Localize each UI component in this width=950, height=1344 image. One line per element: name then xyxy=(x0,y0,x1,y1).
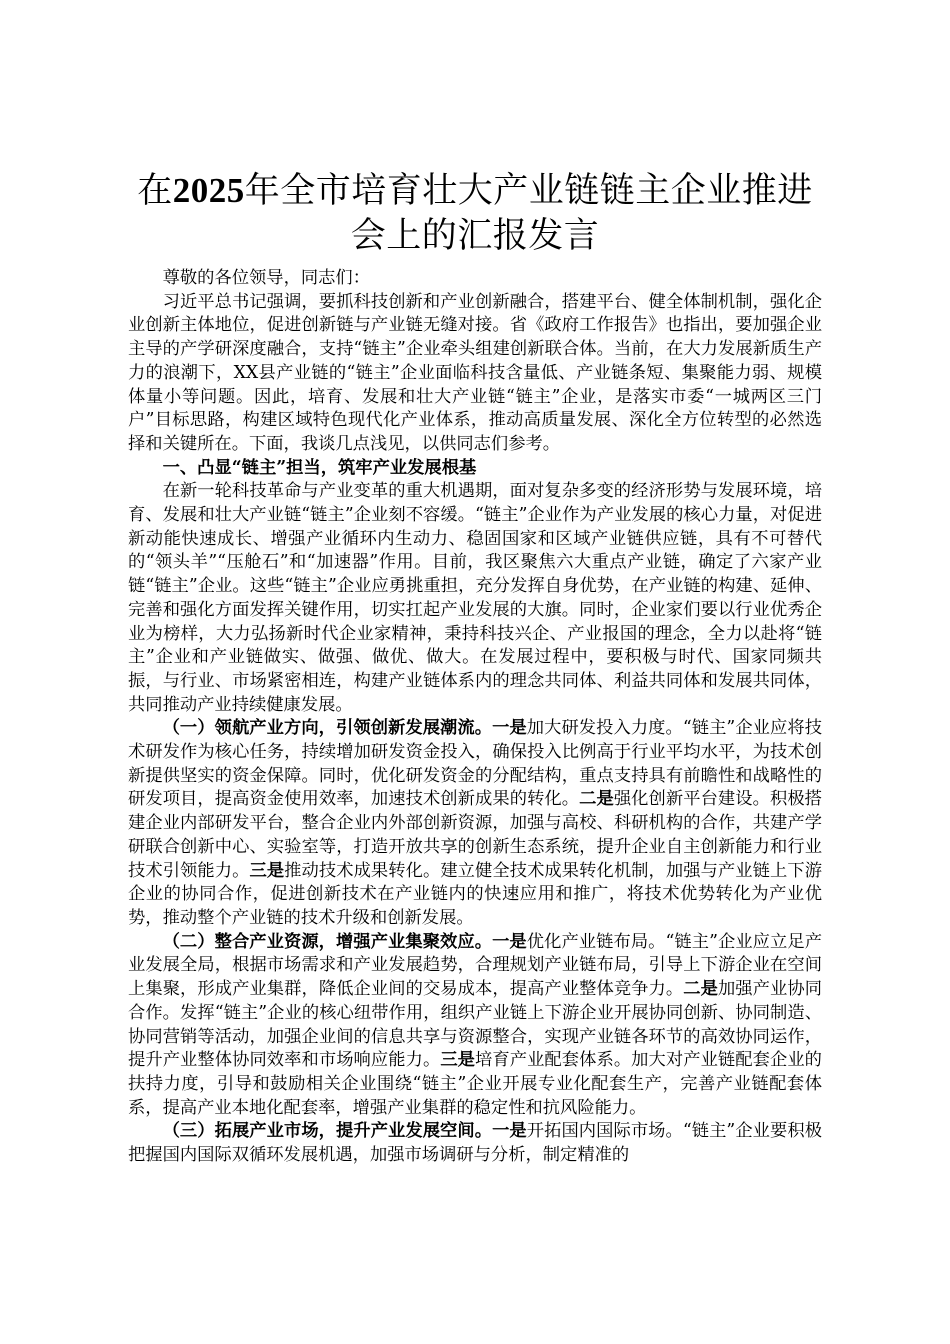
subsection1-point2-key: 二是 xyxy=(579,789,614,810)
subsection2-point3-text: 培育产业配套体系。加大对产业链配套企业的扶持力度，引导和鼓励相关企业围绕“链主”企业开展专业化配套生产，完善产业链配套体系，提高产业本地化配套率，增强产业集群的稳定性和抗风险能力。 xyxy=(128,1050,822,1118)
subsection1-point1-text: 加大研发投入力度。“链主”企业应将技术研发作为核心任务，持续增加研发资金投入，确保投入比例高于行业平均水平，为技术创新提供坚实的资金保障。同时，优化研发资金的分配结构，重点支持具有前瞻性和战略性的研发项目，提高资金使用效率，加速技术创新成果的转化。 xyxy=(128,718,822,810)
subsection2-point1-key: 一是 xyxy=(492,931,527,952)
title-line1-suffix: 年全市培育壮大产业链链主企业推进 xyxy=(244,171,813,211)
title-prefix: 在 xyxy=(137,171,173,211)
subsection1-point1-key: 一是 xyxy=(492,718,527,739)
document-title xyxy=(128,168,822,259)
subsection1-point3-key: 三是 xyxy=(249,860,285,881)
subsection2-paragraph xyxy=(128,931,822,1121)
subsection3-point1-text: 开拓国内国际市场。“链主”企业要积极把握国内国际双循环发展机遇，加强市场调研与分析，制定精准的 xyxy=(128,1121,822,1166)
subsection3-lead: （三）拓展产业市场，提升产业发展空间。 xyxy=(162,1121,493,1142)
subsection1-lead: （一）领航产业方向，引领创新发展潮流。 xyxy=(162,718,493,739)
subsection1-point3-text: 推动技术成果转化。建立健全技术成果转化机制，加强与产业链上下游企业的协同合作，促进创新技术在产业链内的快速应用和推广，将技术优势转化为产业优势，推动整个产业链的技术升级和创新发展。 xyxy=(128,860,822,928)
subsection1-paragraph xyxy=(128,717,822,930)
subsection2-point2-text: 加强产业协同合作。发挥“链主”企业的核心纽带作用，组织产业链上下游企业开展协同创新、协同制造、协同营销等活动，加强企业间的信息共享与资源整合，实现产业链各环节的高效协同运作，提升产业整体协同效率和市场响应能力。 xyxy=(128,979,822,1071)
intro-paragraph: 习近平总书记强调，要抓科技创新和产业创新融合，搭建平台、健全体制机制，强化企业创新主体地位，促进创新链与产业链无缝对接。省《政府工作报告》也指出，要加强企业主导的产学研深度融合，支持“链主”企业牵头组建创新联合体。当前，在大力发展新质生产力的浪潮下，XX县产业链的“链主”企业面临科技含量低、产业链条短、集聚能力弱、规模体量小等问题。因此，培育、发展和壮大产业链“链主”企业，是落实市委“一城两区三门户”目标思路，构建区域特色现代化产业体系，推动高质量发展、深化全方位转型的必然选择和关键所在。下面，我谈几点浅见，以供同志们参考。 xyxy=(128,291,822,454)
subsection2-point1-text: 优化产业链布局。“链主”企业应立足产业发展全局，根据市场需求和产业发展趋势，合理规划产业链布局，引导上下游企业在空间上集聚，形成产业集群，降低企业间的交易成本，提高产业整体竞争力。 xyxy=(128,931,822,1000)
salutation: 尊敬的各位领导，同志们： xyxy=(162,268,370,288)
section1-paragraph: 在新一轮科技革命与产业变革的重大机遇期，面对复杂多变的经济形势与发展环境，培育、发展和壮大产业链“链主”企业刻不容缓。“链主”企业作为产业发展的核心力量，对促进新动能快速成长、增强产业循环内生动力、稳固国家和区域产业链供应链，具有不可替代的“领头羊”“压舱石”和“加速器”作用。目前，我区聚焦六大重点产业链，确定了六家产业链“链主”企业。这些“链主”企业应勇挑重担，充分发挥自身优势，在产业链的构建、延伸、完善和强化方面发挥关键作用，切实扛起产业发展的大旗。同时，企业家们要以行业优秀企业为榜样，大力弘扬新时代企业家精神，秉持科技兴企、产业报国的理念，全力以赴将“链主”企业和产业链做实、做强、做优、做大。在发展过程中，要积极与时代、国家同频共振，与行业、市场紧密相连，构建产业链体系内的理念共同体、利益共同体和发展共同体，共同推动产业持续健康发展。 xyxy=(128,481,822,715)
document-body xyxy=(128,267,822,1168)
subsection2-lead: （二）整合产业资源，增强产业集聚效应。 xyxy=(162,931,493,952)
subsection3-point1-key: 一是 xyxy=(492,1121,527,1142)
section1-heading: 一、凸显“链主”担当，筑牢产业发展根基 xyxy=(162,457,477,478)
title-year: 2025 xyxy=(172,171,245,210)
subsection2-point2-key: 二是 xyxy=(683,979,718,1000)
title-line2: 会上的汇报发言 xyxy=(350,216,600,256)
subsection3-paragraph xyxy=(128,1120,822,1167)
subsection2-point3-key: 三是 xyxy=(440,1050,476,1071)
document-page xyxy=(128,168,822,1168)
subsection1-point2-text: 强化创新平台建设。积极搭建企业内部研发平台，整合企业内外部创新资源，加强与高校、科研机构的合作，共建产学研联合创新中心、实验室等，打造开放共享的创新生态系统，提升企业自主创新能力和行业技术引领能力。 xyxy=(128,789,822,881)
